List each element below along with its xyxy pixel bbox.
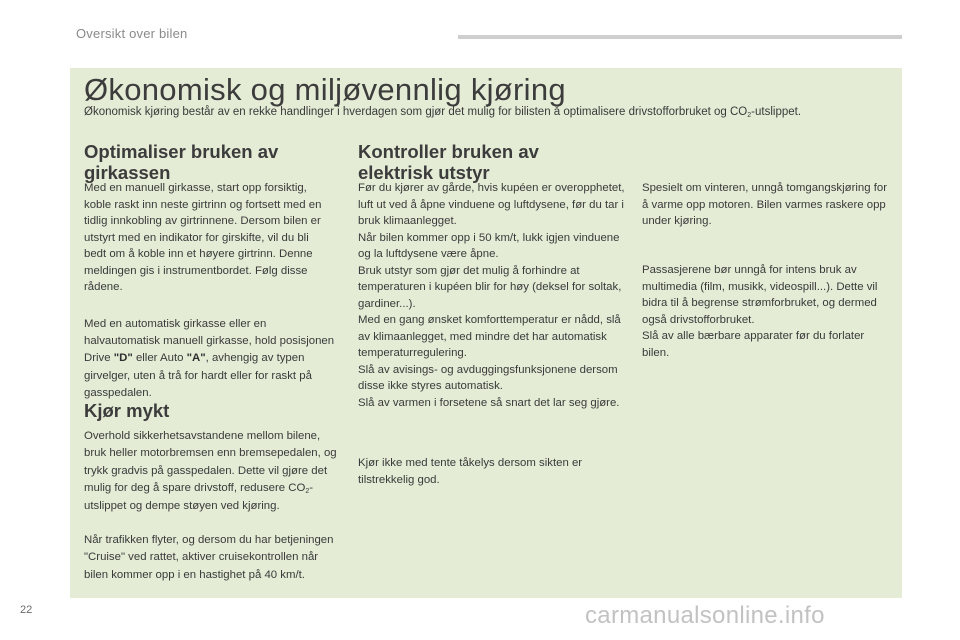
auto-drive-mode: "D" — [113, 352, 133, 365]
smooth-text-part2: -utslippet og dempe støyen ved kjøring. — [84, 482, 314, 512]
auto-text-part3: , avhengig av typen girvelger, uten å trå for hardt eller for raskt på gasspedalen. — [84, 352, 312, 399]
smooth-subscript: 2 — [305, 488, 310, 496]
intro-paragraph — [84, 104, 884, 121]
page-number: 22 — [20, 604, 33, 616]
watermark: carmanualsonline.info — [585, 602, 825, 629]
smooth-driving-heading: Kjør mykt — [84, 400, 170, 421]
multimedia-paragraph: Passasjerene bør unngå for intens bruk av multimedia (film, musikk, videospill...). Dette vil bidra til å begrense strømforbruket, og dermed også drivstofforbruket. Slå av alle bærbare apparater før du forlater bilen. — [642, 264, 878, 359]
header-divider-bar — [458, 35, 902, 39]
page-title: Økonomisk og miljøvennlig kjøring — [84, 72, 566, 107]
intro-text-part2: -utslippet. — [751, 106, 802, 118]
section-header-title: Oversikt over bilen — [76, 26, 188, 41]
electrical-tips-paragraph: Før du kjører av gårde, hvis kupéen er overopphetet, luft ut ved å åpne vinduene og luftdysene, før du tar i bruk klimaanlegget. Når bilen kommer opp i 50 km/t, lukk igjen vinduene og la luftdysene være åpne. Bruk utstyr som gjør det mulig å forhindre at temperaturen i kupéen blir for høy (deksel for soltak, gardiner...). Med en gang ønsket komforttemperatur er nådd, slå av klimaanlegget, med mindre det har automatisk temperaturregulering. Slå av avisings- og avduggingsfunksjonene dersom disse ikke styres automatisk. Slå av varmen i forsetene så snart det lar seg gjøre. — [358, 182, 625, 409]
gearbox-automatic-paragraph — [84, 316, 342, 402]
auto-text-part2: eller Auto — [132, 352, 187, 365]
gearbox-heading: Optimaliser bruken av girkassen — [84, 141, 279, 183]
gearbox-manual-paragraph: Med en manuell girkasse, start opp forsiktig, koble raskt inn neste girtrinn og fortsett med en tidlig innkobling av girtrinnene. Dersom bilen er utstyrt med en indikator for girskifte, vil du bli bedt om å koble inn et høyere girtrinn. Denne meldingen gis i instrumentbordet. Følg disse rådene. — [84, 182, 322, 293]
fog-lights-paragraph: Kjør ikke med tente tåkelys dersom sikten er tilstrekkelig god. — [358, 457, 583, 486]
auto-text-part1: Med en automatisk girkasse eller en halvautomatisk manuell girkasse, hold posisjonen Drive — [84, 318, 335, 365]
winter-idling-paragraph: Spesielt om vinteren, unngå tomgangskjøring for å varme opp motoren. Bilen varmes raskere opp under kjøring. — [642, 182, 888, 227]
smooth-driving-paragraph-1 — [84, 428, 340, 515]
smooth-text-part1: Overhold sikkerhetsavstandene mellom bilene, bruk heller motorbremsen enn bremsepedalen, og trykk gradvis på gasspedalen. Dette vil gjøre det mulig for deg å spare drivstoff, redusere CO — [84, 430, 337, 495]
smooth-driving-paragraph-2: Når trafikken flyter, og dersom du har betjeningen "Cruise" ved rattet, aktiver cruisekontrollen når bilen kommer opp i en hastighet på 40 km/t. — [84, 534, 334, 581]
intro-subscript: 2 — [747, 112, 752, 119]
electrical-heading: Kontroller bruken av elektrisk utstyr — [358, 141, 539, 183]
auto-auto-mode: "A" — [186, 352, 206, 365]
intro-text-part1: Økonomisk kjøring består av en rekke handlinger i hverdagen som gjør det mulig for bilisten å optimalisere drivstofforbruket og CO — [84, 106, 748, 118]
